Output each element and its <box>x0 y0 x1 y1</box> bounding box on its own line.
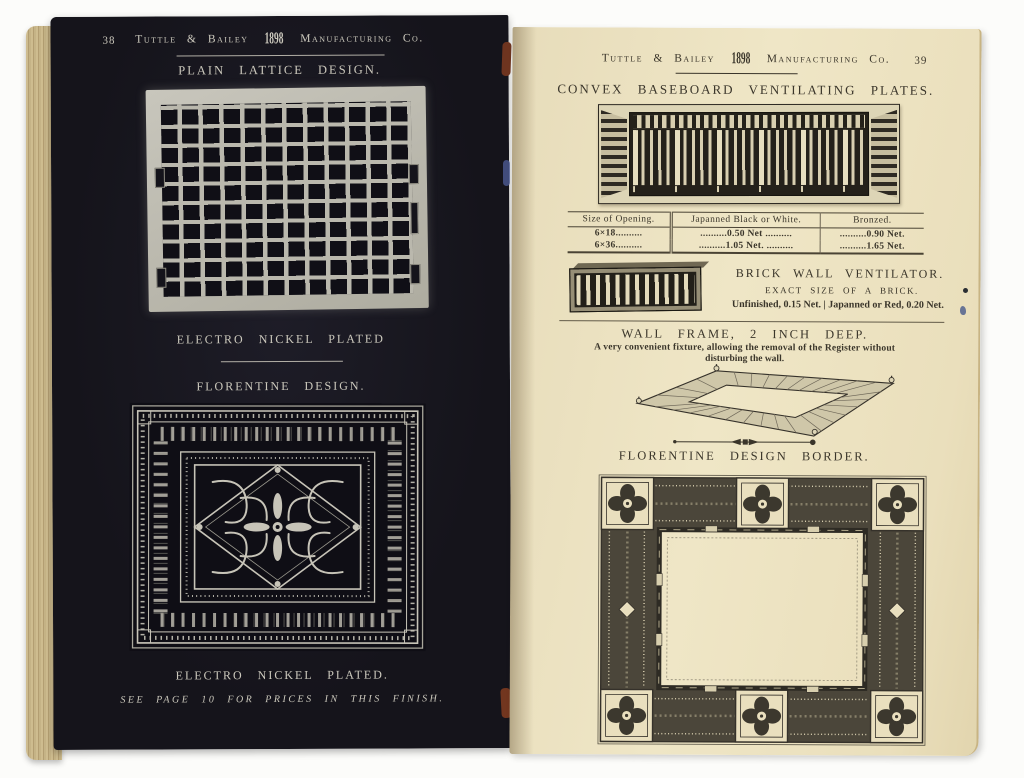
gutter-marbling <box>501 42 511 76</box>
table-header-row <box>568 212 924 229</box>
screw-notch <box>410 264 420 284</box>
plate-grille <box>629 112 869 196</box>
page-number-39: 39 <box>914 54 928 67</box>
convex-baseboard-plate-illustration <box>598 104 900 204</box>
brick-price: Unfinished, 0.15 Net. | Japanned or Red, 0.20 Net. <box>731 298 944 311</box>
brick-ventilator-illustration <box>569 267 702 313</box>
left-page <box>50 15 511 750</box>
wall-frame-illustration <box>595 359 927 440</box>
lattice-grid <box>161 101 414 297</box>
table-row <box>568 239 924 254</box>
ink-blemish <box>963 288 968 293</box>
col-bronzed-header: Bronzed. <box>820 213 923 228</box>
brick-title: BRICK WALL VENTILATOR. <box>735 265 945 281</box>
plate-left-wing <box>601 110 627 198</box>
screw-notch <box>409 164 419 184</box>
gutter-marbling <box>503 160 510 186</box>
screw-notch <box>155 168 165 188</box>
convex-title: CONVEX BASEBOARD VENTILATING PLATES. <box>557 81 935 98</box>
border-title: FLORENTINE DESIGN BORDER. <box>618 448 870 464</box>
col-japanned-header: Japanned Black or White. <box>671 212 821 228</box>
cell-bronzed: ..........0.90 Net. <box>820 228 923 241</box>
florentine-plate-illustration <box>129 402 427 652</box>
price-table <box>568 211 924 255</box>
company-suffix-right: Manufacturing Co. <box>766 53 891 66</box>
see-page-note: SEE PAGE 10 FOR PRICES IN THIS FINISH. <box>120 693 445 706</box>
dimension-line <box>669 436 819 449</box>
year-1898-left: 1898 <box>264 30 284 48</box>
company-name-left: Tuttle & Bailey <box>135 33 249 46</box>
gutter-shadow <box>509 27 536 754</box>
page-number-38: 38 <box>102 34 116 47</box>
right-running-header <box>512 52 979 66</box>
divider-rule <box>221 361 343 363</box>
cell-size: 6×18.......... <box>594 228 643 239</box>
header-rule-left <box>177 55 385 57</box>
plain-lattice-plate-illustration <box>146 86 429 312</box>
wall-frame-desc-line1: A very convenient fixture, allowing the removal of the Register without <box>594 342 896 354</box>
cell-japanned: ..........1.05 Net. .......... <box>671 240 821 254</box>
wall-frame-title: WALL FRAME, 2 INCH DEEP. <box>621 326 869 342</box>
lattice-caption: ELECTRO NICKEL PLATED <box>176 331 385 347</box>
florentine-border-illustration <box>595 473 928 746</box>
screw-notch <box>156 268 166 288</box>
left-running-header <box>50 32 508 46</box>
brick-slots <box>576 274 694 306</box>
cell-size: 6×36.......... <box>568 239 671 252</box>
col-size-header: Size of Opening. <box>568 212 671 227</box>
section-rule <box>559 320 944 323</box>
florentine-caption: ELECTRO NICKEL PLATED. <box>175 667 389 683</box>
grille-slats <box>633 130 865 185</box>
company-name-right: Tuttle & Bailey <box>601 52 715 65</box>
cell-japanned: ..........0.50 Net .......... <box>671 227 821 240</box>
company-suffix-left: Manufacturing Co. <box>300 32 424 45</box>
ink-blemish <box>960 306 966 315</box>
wall-frame-desc-line2: disturbing the wall. <box>705 353 785 365</box>
cell-bronzed: ..........1.65 Net. <box>820 240 923 253</box>
maker-stamp <box>410 202 418 234</box>
brick-subtitle: EXACT SIZE OF A BRICK. <box>765 285 919 296</box>
plain-lattice-title: PLAIN LATTICE DESIGN. <box>178 62 382 78</box>
right-page <box>509 27 981 756</box>
header-rule-right <box>675 73 797 75</box>
grille-bottom-band <box>633 186 865 192</box>
grille-top-row <box>633 115 865 128</box>
florentine-title: FLORENTINE DESIGN. <box>196 378 366 394</box>
plate-right-wing <box>871 110 897 198</box>
year-1898-right: 1898 <box>731 50 751 68</box>
